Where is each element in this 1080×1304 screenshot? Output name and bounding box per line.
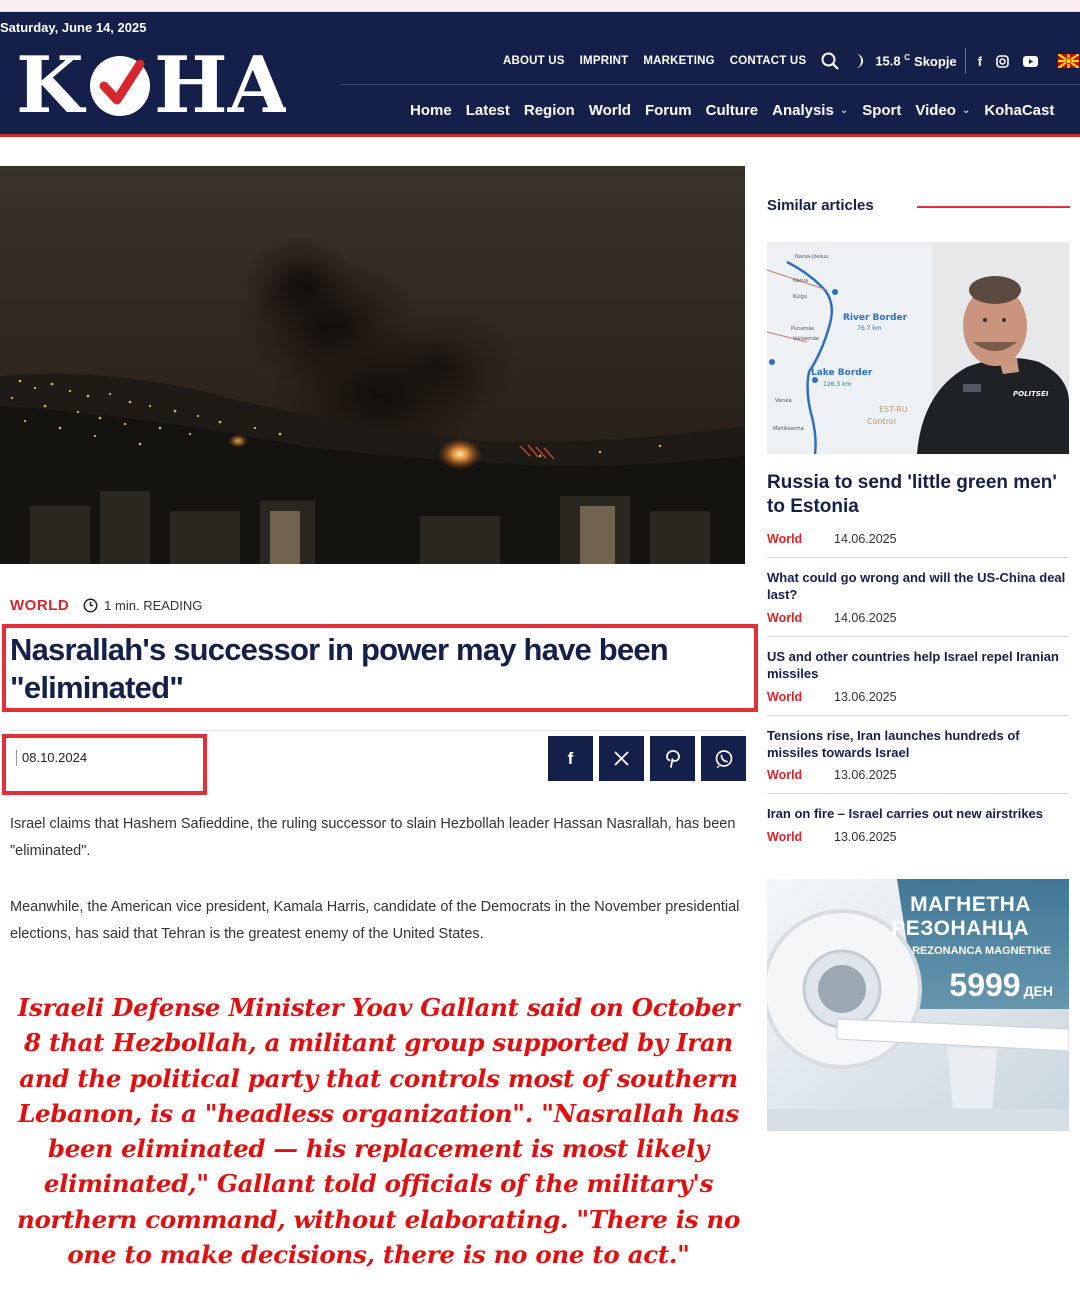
- similar-articles-heading: Similar articles: [767, 197, 874, 214]
- divider: [767, 793, 1069, 794]
- share-facebook-button[interactable]: [548, 736, 593, 781]
- ad-price: 5999 ДЕН: [949, 967, 1053, 1003]
- date-marker: [16, 750, 17, 766]
- weather-temp: 15.8 $^C$: [875, 53, 911, 69]
- divider: [767, 557, 1069, 558]
- svg-text:Punamäe: Punamäe: [791, 326, 815, 332]
- utility-bar: [503, 52, 1079, 70]
- featured-article-image[interactable]: [767, 242, 1069, 454]
- dark-mode-moon-icon[interactable]: [853, 53, 867, 69]
- similar-article-title[interactable]: US and other countries help Israel repel Iranian missiles: [767, 649, 1059, 681]
- featured-category[interactable]: World: [767, 532, 803, 546]
- koha-logo[interactable]: [16, 42, 286, 120]
- svg-text:Kulgu: Kulgu: [793, 294, 807, 300]
- svg-text:Mehikoorma: Mehikoorma: [773, 426, 804, 432]
- svg-text:Vaitsemäe: Vaitsemäe: [793, 336, 820, 342]
- facebook-icon[interactable]: f: [977, 53, 982, 69]
- svg-text:Lake Border: Lake Border: [811, 368, 873, 378]
- nav-sport[interactable]: Sport: [862, 102, 902, 119]
- article-title: Nasrallah's successor in power may have been "eliminated": [10, 632, 668, 705]
- weather-city: Skopje: [914, 53, 957, 69]
- nav-analysis[interactable]: Analysis ⌄: [772, 102, 849, 119]
- contact-us-link[interactable]: CONTACT US: [729, 55, 807, 67]
- quote-overlay: Israeli Defense Minister Yoav Gallant said on October 8 that Hezbollah, a militant group supported by Iran and the political party that controls most of southern Lebanon, is a "headless organization". "Nasrallah has been eliminated — his replacement is most likely eliminated," Gallant told officials of the military's northern command, without elaborating. "There is no one to make decisions, there is no one to act.": [16, 993, 741, 1270]
- main-nav: [410, 102, 1068, 119]
- similar-article-category[interactable]: World: [767, 830, 803, 844]
- whatsapp-icon: [714, 749, 734, 769]
- clock-icon: [83, 598, 98, 613]
- chevron-down-icon: ⌄: [839, 105, 849, 116]
- svg-text:River Border: River Border: [843, 313, 908, 323]
- about-us-link[interactable]: ABOUT US: [503, 55, 565, 67]
- similar-article-category[interactable]: World: [767, 690, 803, 704]
- similar-article-category[interactable]: World: [767, 611, 803, 625]
- nav-kohacast[interactable]: KohaCast: [984, 102, 1055, 119]
- divider: [767, 636, 1069, 637]
- imprint-link[interactable]: IMPRINT: [579, 55, 629, 67]
- category-label[interactable]: WORLD: [10, 597, 70, 614]
- similar-article-date: 14.06.2025: [834, 611, 897, 625]
- nav-culture[interactable]: Culture: [705, 102, 759, 119]
- current-date: Saturday, June 14, 2025: [0, 20, 147, 35]
- svg-text:K: K: [16, 42, 84, 122]
- divider: [965, 48, 966, 74]
- divider: [10, 730, 745, 731]
- nav-forum[interactable]: Forum: [644, 102, 692, 119]
- svg-text:Narva-Jõesuu: Narva-Jõesuu: [795, 254, 829, 260]
- svg-text:EST-RU: EST-RU: [879, 405, 908, 414]
- similar-article-title[interactable]: Tensions rise, Iran launches hundreds of missiles towards Israel: [767, 728, 1020, 760]
- svg-text:POLITSEI: POLITSEI: [1013, 390, 1049, 398]
- similar-article-category[interactable]: World: [767, 768, 803, 782]
- svg-text:Control: Control: [867, 417, 896, 426]
- search-icon[interactable]: [821, 52, 839, 70]
- svg-text:HA: HA: [154, 42, 286, 122]
- article-paragraph: Israel claims that Hashem Safieddine, the ruling successor to slain Hezbollah leader Hassan Nasrallah, has been "eliminated".: [10, 816, 736, 859]
- reading-time: 1 min. READING: [104, 598, 203, 613]
- featured-article-title[interactable]: Russia to send 'little green men' to Estonia: [767, 472, 1057, 517]
- youtube-icon[interactable]: [1023, 56, 1038, 67]
- ad-subtitle: REZONANCA MAGNETIKE: [912, 945, 1051, 957]
- svg-text:76.7 km: 76.7 km: [857, 325, 882, 332]
- nav-region[interactable]: Region: [523, 102, 575, 119]
- article-hero-image: [0, 166, 745, 564]
- nav-home[interactable]: Home: [410, 102, 452, 119]
- similar-article-title[interactable]: What could go wrong and will the US-China deal last?: [767, 570, 1066, 602]
- ad-headline: МАГНЕТНА: [910, 893, 1031, 916]
- similar-article-date: 13.06.2025: [834, 830, 897, 844]
- facebook-icon: f: [567, 748, 574, 768]
- nav-video[interactable]: Video ⌄: [915, 102, 971, 119]
- article-paragraph: Meanwhile, the American vice president, Kamala Harris, candidate of the Democrats in the November presidential elections, has said that Tehran is the greatest enemy of the United States.: [10, 899, 740, 942]
- divider: [767, 715, 1069, 716]
- share-buttons: [548, 736, 752, 781]
- mri-advertisement[interactable]: [767, 879, 1069, 1131]
- share-whatsapp-button[interactable]: [701, 736, 746, 781]
- header-divider: [340, 84, 1080, 85]
- nav-latest[interactable]: Latest: [465, 102, 510, 119]
- top-strip: [0, 0, 1080, 12]
- pinterest-icon: [666, 750, 680, 768]
- similar-article-title[interactable]: Iran on fire – Israel carries out new airstrikes: [767, 806, 1044, 821]
- svg-text:Narva: Narva: [793, 278, 808, 284]
- instagram-icon[interactable]: [996, 55, 1009, 68]
- heading-rule: [917, 206, 1070, 208]
- x-icon: [614, 751, 629, 766]
- ad-headline: РЕЗОНАНЦА: [891, 917, 1029, 940]
- share-x-button[interactable]: [599, 736, 644, 781]
- svg-text:126.3 km: 126.3 km: [823, 381, 852, 388]
- macedonia-flag-icon[interactable]: [1058, 54, 1079, 68]
- similar-article-date: 13.06.2025: [834, 768, 897, 782]
- nav-world[interactable]: World: [588, 102, 631, 119]
- chevron-down-icon: ⌄: [961, 105, 971, 116]
- site-header: [0, 12, 1080, 137]
- similar-article-date: 13.06.2025: [834, 690, 897, 704]
- marketing-link[interactable]: MARKETING: [643, 55, 715, 67]
- featured-date: 14.06.2025: [834, 532, 897, 546]
- publish-date: 08.10.2024: [22, 750, 88, 765]
- svg-text:Värska: Värska: [775, 398, 792, 404]
- article-meta: [10, 597, 202, 614]
- share-pinterest-button[interactable]: [650, 736, 695, 781]
